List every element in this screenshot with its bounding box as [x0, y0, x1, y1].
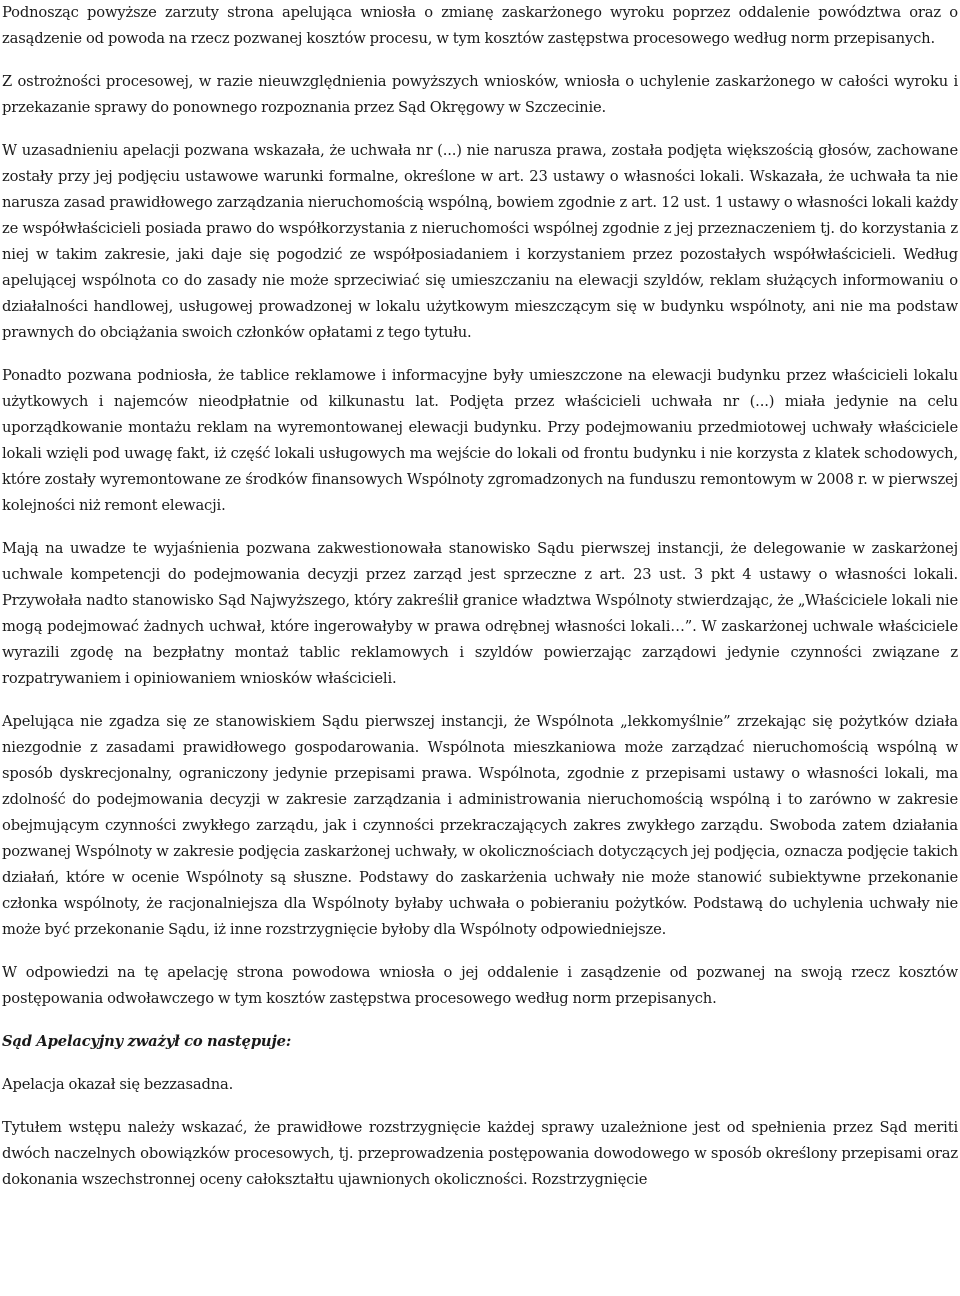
paragraph-alternative-motion: Z ostrożności procesowej, w razie nieuwzględnienia powyższych wniosków, wniosła o uchylenie zaskarżonego w całości wyroku i przekazanie sprawy do ponownego rozpoznania przez Sąd Okręgowy w Szczecinie.: [2, 73, 958, 116]
paragraph-appeal-justification: W uzasadnieniu apelacji pozwana wskazała, że uchwała nr (...) nie narusza prawa, została podjęta większością głosów, zachowane zostały przy jej podjęciu ustawowe warunki formalne, określone w art. 23 ustawy o własności lokali. Wskazała, że uchwała ta nie narusza zasad prawidłowego zarządzania nieruchomością wspólną, bowiem zgodnie z art. 12 ust. 1 ustawy o własności lokali każdy ze współwłaścicieli posiada prawo do współkorzystania z nieruchomości wspólnej zgodnie z jej przeznaczeniem tj. do korzystania z niej w takim zakresie, jaki daje się pogodzić ze współposiadaniem i korzystaniem przez pozostałych współwłaścicieli. Według apelującej wspólnota co do zasady nie może sprzeciwiać się umieszczaniu na elewacji szyldów, reklam służących informowaniu o działalności handlowej, usługowej prowadzonej w lokalu użytkowym mieszczącym się w budynku wspólnoty, ani nie ma podstaw prawnych do obciążania swoich członków opłatami z tego tytułu.: [2, 142, 958, 341]
paragraph-appeal-unfounded: Apelacja okazał się bezzasadna.: [2, 1076, 234, 1093]
paragraph-delegation-competence: Mają na uwadze te wyjaśnienia pozwana zakwestionowała stanowisko Sądu pierwszej instancji, że delegowanie w zaskarżonej uchwale kompetencji do podejmowania decyzji przez zarząd jest sprzeczne z art. 23 ust. 3 pkt 4 ustawy o własności lokali. Przywołała nadto stanowisko Sąd Najwyższego, który zakreślił granice władztwa Wspólnoty stwierdzając, że „Właściciele lokali nie mogą podejmować żadnych uchwał, które ingerowałyby w prawa odrębnej własności lokali…”. W zaskarżonej uchwale właściciele wyrazili zgodę na bezpłatny montaż tablic reklamowych i szyldów powierzając zarządowi jedynie czynności związane z rozpatrywaniem i opiniowaniem wniosków właścicieli.: [2, 540, 958, 687]
paragraph-community-management: Apelująca nie zgadza się ze stanowiskiem Sądu pierwszej instancji, że Wspólnota „lekkomyślnie” zrzekając się pożytków działa niezgodnie z zasadami prawidłowego gospodarowania. Wspólnota mieszkaniowa może zarządzać nieruchomością wspólną w sposób dyskrecjonalny, ograniczony jedynie przepisami prawa. Wspólnota, zgodnie z przepisami ustawy o własności lokali, ma zdolność do podejmowania decyzji w zakresie zarządzania i administrowania nieruchomością wspólną i to zarówno w zakresie obejmującym czynności zwykłego zarządu, jak i czynności przekraczających zakres zwykłego zarządu. Swoboda zatem działania pozwanej Wspólnoty w zakresie podjęcia zaskarżonej uchwały, w okolicznościach dotyczących jej podjęcia, oznacza podjęcie takich działań, które w ocenie Wspólnoty są słuszne. Podstawy do zaskarżenia uchwały nie może stanowić subiektywne przekonanie członka wspólnoty, że racjonalniejsza dla Wspólnoty byłaby uchwała o pobieraniu pożytków. Podstawą do uchylenia uchwały nie może być przekonanie Sądu, iż inne rozstrzygnięcie byłoby dla Wspólnoty odpowiedniejsze.: [2, 713, 958, 938]
section-heading: Sąd Apelacyjny zważył co następuje:: [2, 1033, 292, 1050]
paragraph-advertising-boards: Ponadto pozwana podniosła, że tablice reklamowe i informacyjne były umieszczone na elewacji budynku przez właścicieli lokalu użytkowych i najemców nieodpłatnie od kilkunastu lat. Podjęta przez właścicieli uchwała nr (...) miała jedynie na celu uporządkowanie montażu reklam na wyremontowanej elewacji budynku. Przy podejmowaniu przedmiotowej uchwały właściciele lokali wzięli pod uwagę fakt, iż część lokali usługowych ma wejście do lokali od frontu budynku i nie korzysta z klatek schodowych, które zostały wyremontowane ze środków finansowych Wspólnoty zgromadzonych na funduszu remontowym w 2008 r. w pierwszej kolejności niż remont elewacji.: [2, 367, 958, 514]
document-body: [2, 0, 958, 1210]
paragraph-appeal-motion: Podnosząc powyższe zarzuty strona apelująca wniosła o zmianę zaskarżonego wyroku poprzez oddalenie powództwa oraz o zasądzenie od powoda na rzecz pozwanej kosztów procesu, w tym kosztów zastępstwa procesowego według norm przepisanych.: [2, 4, 958, 47]
paragraph-court-obligations: Tytułem wstępu należy wskazać, że prawidłowe rozstrzygnięcie każdej sprawy uzależnione jest od spełnienia przez Sąd meriti dwóch naczelnych obowiązków procesowych, tj. przeprowadzenia postępowania dowodowego w sposób określony przepisami oraz dokonania wszechstronnej oceny całokształtu ujawnionych okoliczności. Rozstrzygnięcie: [2, 1119, 958, 1188]
paragraph-plaintiff-response: W odpowiedzi na tę apelację strona powodowa wniosła o jej oddalenie i zasądzenie od pozwanej na swoją rzecz kosztów postępowania odwoławczego w tym kosztów zastępstwa procesowego według norm przepisanych.: [2, 964, 958, 1007]
